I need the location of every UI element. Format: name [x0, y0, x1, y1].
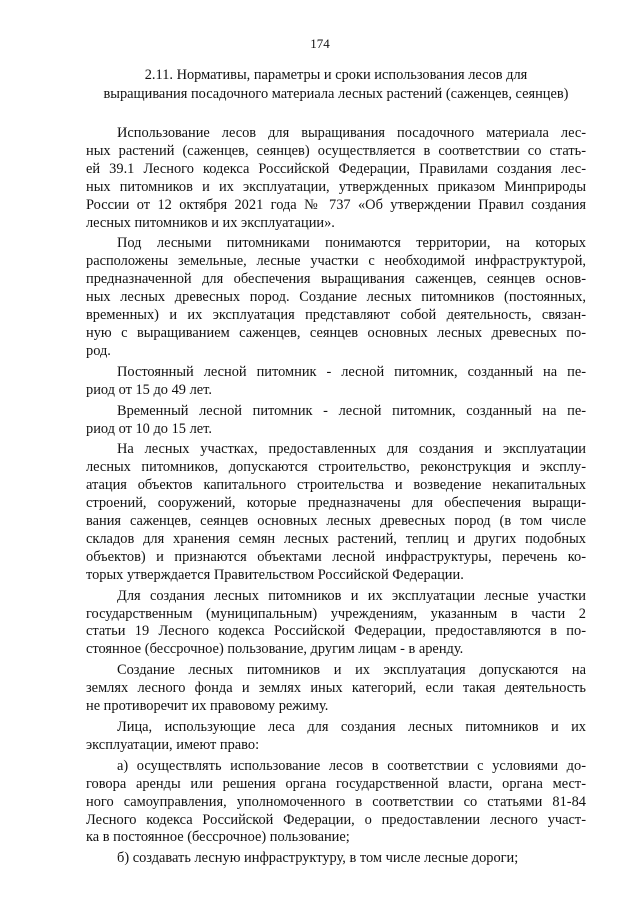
paragraph [86, 588, 586, 660]
paragraph-line: ных растений (саженцев, сеянцев) осуществляется в соответствии со стать- [86, 142, 586, 159]
paragraph-line: лесных питомников, допускаются строительство, реконструкция и эксплу- [86, 459, 586, 476]
paragraph-line: Создание лесных питомников и их эксплуатация допускаются на [117, 662, 586, 679]
paragraph-line: не противоречит их правовому режиму. [86, 698, 329, 715]
page-number: 174 [310, 36, 330, 51]
paragraph-line: род. [86, 342, 111, 359]
paragraph-line: строений, сооружений, которые предназначены для обеспечения выращи- [86, 495, 586, 512]
paragraph [86, 758, 586, 848]
paragraph-line: ка в постоянное (бессрочное) пользование; [86, 829, 350, 846]
paragraph-line: эксплуатации, имеют право: [86, 736, 260, 753]
document-body [86, 125, 586, 871]
paragraph-line: Лица, использующие леса для создания лесных питомников и их [117, 719, 586, 735]
paragraph-line: России от 12 октября 2021 года № 737 «Об утверждении Правил создания [86, 196, 586, 213]
paragraph-line: ей 39.1 Лесного кодекса Российской Федерации, Правилами создания лес- [86, 160, 586, 177]
paragraph-line: вания саженцев, сеянцев основных лесных древесных пород (в том числе [86, 513, 586, 530]
paragraph-line: На лесных участках, предоставленных для создания и эксплуатации [117, 441, 586, 458]
paragraph-line: Под лесными питомниками понимаются территории, на которых [117, 235, 586, 252]
paragraph [86, 403, 586, 439]
paragraph-line: статьи 19 Лесного кодекса Российской Федерации, предоставляются в по- [86, 623, 586, 640]
paragraph [86, 850, 586, 868]
paragraph-line: государственным (муниципальным) учреждениям, указанным в части 2 [86, 605, 586, 622]
paragraph-line: риод от 10 до 15 лет. [86, 420, 212, 437]
heading-line: 2.11. Нормативы, параметры и сроки использования лесов для [144, 67, 528, 83]
paragraph-line: лесных питомников и их эксплуатации». [86, 214, 335, 231]
paragraph-line: Временный лесной питомник - лесной питомник, созданный на пе- [117, 402, 586, 419]
paragraph-line: б) создавать лесную инфраструктуру, в том числе лесные дороги; [117, 850, 519, 867]
paragraph-line: ного самоуправления, уполномоченного в соответствии со статьями 81-84 [86, 793, 586, 810]
paragraph-line: ную с выращиванием саженцев, сеянцев основных лесных древесных по- [86, 324, 586, 341]
paragraph-line: торых утверждается Правительством Российской Федерации. [86, 566, 464, 583]
paragraph [86, 662, 586, 716]
paragraph-line: временных) и их эксплуатация представляют собой деятельность, связан- [86, 307, 586, 324]
paragraph [86, 441, 586, 584]
paragraph [86, 235, 586, 360]
paragraph-line: складов для хранения семян лесных растений, теплиц и других подобных [86, 530, 586, 547]
paragraph-line: землях лесного фонда и землях иных категорий, если такая деятельность [86, 680, 586, 697]
paragraph-line: а) осуществлять использование лесов в соответствии с условиями до- [117, 757, 586, 774]
paragraph-line: объектов) и признаются объектами лесной инфраструктуры, перечень ко- [86, 548, 586, 565]
paragraph-line: Лесного кодекса Российской Федерации, о предоставлении лесного участ- [86, 811, 586, 828]
paragraph-line: риод от 15 до 49 лет. [86, 381, 212, 398]
paragraph-line: говора аренды или решения органа государственной власти, органа мест- [86, 775, 586, 792]
section-heading [86, 66, 586, 104]
paragraph-line: стоянное (бессрочное) пользование, другим лицам - в аренду. [86, 641, 464, 658]
paragraph [86, 125, 586, 232]
paragraph-line: ных питомников и их эксплуатации, утвержденных приказом Минприроды [86, 178, 586, 195]
paragraph [86, 719, 586, 755]
paragraph-line: предназначенной для обеспечения выращивания саженцев, сеянцев основ- [86, 271, 586, 288]
paragraph-line: Для создания лесных питомников и их эксплуатации лесные участки [117, 587, 586, 604]
heading-line: выращивания посадочного материала лесных растений (саженцев, сеянцев) [103, 86, 569, 102]
paragraph-line: атация объектов капитального строительства и возведение некапитальных [86, 477, 586, 494]
paragraph [86, 364, 586, 400]
paragraph-line: Постоянный лесной питомник - лесной питомник, созданный на пе- [117, 363, 586, 380]
paragraph-line: расположены земельные, лесные участки с необходимой инфраструктурой, [86, 253, 586, 270]
paragraph-line: ных лесных древесных пород. Создание лесных питомников (постоянных, [86, 289, 586, 306]
paragraph-line: Использование лесов для выращивания посадочного материала лес- [117, 125, 586, 141]
